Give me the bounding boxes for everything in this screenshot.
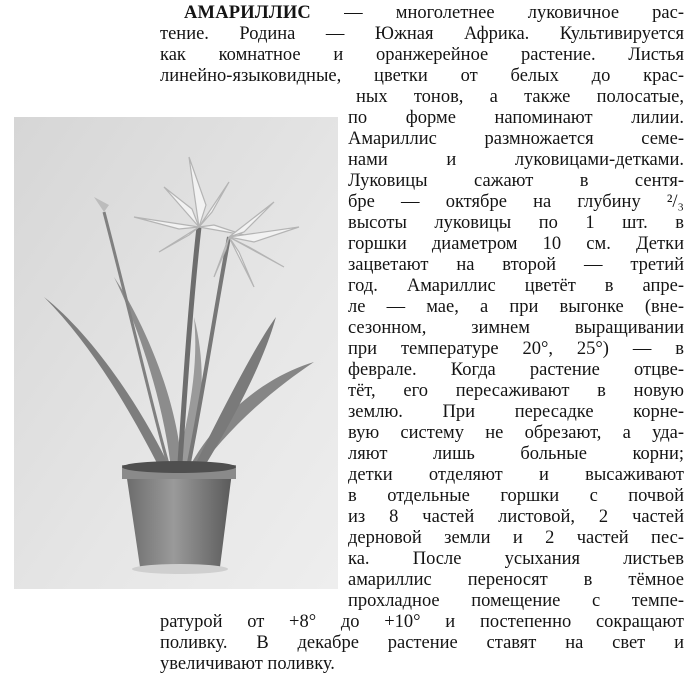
- text-line-27: ка. После усыхания листьев: [348, 549, 684, 569]
- entry-heading: АМАРИЛЛИС: [184, 3, 311, 23]
- text-line-12: горшки диаметром 10 см. Детки: [348, 234, 684, 254]
- text-line-16: сезонном, зимнем выращивании: [348, 318, 684, 338]
- text-line-28: амариллис переносят в тёмное: [348, 570, 684, 590]
- text-line-1-rest: — многолетнее луковичное рас-: [311, 3, 684, 23]
- text-line-14: год. Амариллис цветёт в апре-: [348, 276, 684, 296]
- text-line-32: увеличивают поливку.: [160, 654, 335, 674]
- text-line-21: вую систему не обрезают, а уда-: [348, 423, 684, 443]
- text-line-8: нами и луковицами-детками.: [348, 150, 684, 170]
- text-line-23: детки отделяют и высаживают: [348, 465, 684, 485]
- text-line-24: в отдельные горшки с почвой: [348, 486, 684, 506]
- text-line-2: тение. Родина — Южная Африка. Культивируется: [160, 24, 684, 44]
- text-line-31: поливку. В декабре растение ставят на свет и: [160, 633, 684, 653]
- text-line-22: ляют лишь больные корни;: [348, 444, 684, 464]
- text-line-25: из 8 частей листовой, 2 частей: [348, 507, 684, 527]
- text-line-4: линейно-языковидные, цветки от белых до крас-: [160, 66, 684, 86]
- text-line-17: при температуре 20°, 25°) — в: [348, 339, 684, 359]
- text-line-13: зацветают на второй — третий: [348, 255, 684, 275]
- text-line-6: по форме напоминают лилии.: [348, 108, 684, 128]
- text-line-5: ных тонов, а также полосатые,: [356, 87, 684, 107]
- text-line-19: тёт, его пересаживают в новую: [348, 381, 684, 401]
- text-line-18: феврале. Когда растение отцве-: [348, 360, 684, 380]
- amaryllis-photo: [14, 117, 338, 589]
- text-line-9: Луковицы сажают в сентя-: [348, 171, 684, 191]
- text-line-1: [184, 3, 684, 24]
- amaryllis-plant-illustration: [14, 117, 338, 589]
- text-line-15: ле — мае, а при выгонке (вне-: [348, 297, 684, 317]
- text-line-11: высоты луковицы по 1 шт. в: [348, 213, 684, 233]
- text-line-3: как комнатное и оранжерейное растение. Листья: [160, 45, 684, 65]
- text-line-29: прохладное помещение с темпе-: [348, 591, 684, 611]
- text-line-30: ратурой от +8° до +10° и постепенно сокращают: [160, 612, 684, 632]
- text-line-20: землю. При пересадке корне-: [348, 402, 684, 422]
- text-line-26: дерновой земли и 2 частей пес-: [348, 528, 684, 548]
- text-line-10: бре — октябре на глубину ²/₃: [348, 192, 684, 212]
- text-line-7: Амариллис размножается семе-: [348, 129, 684, 149]
